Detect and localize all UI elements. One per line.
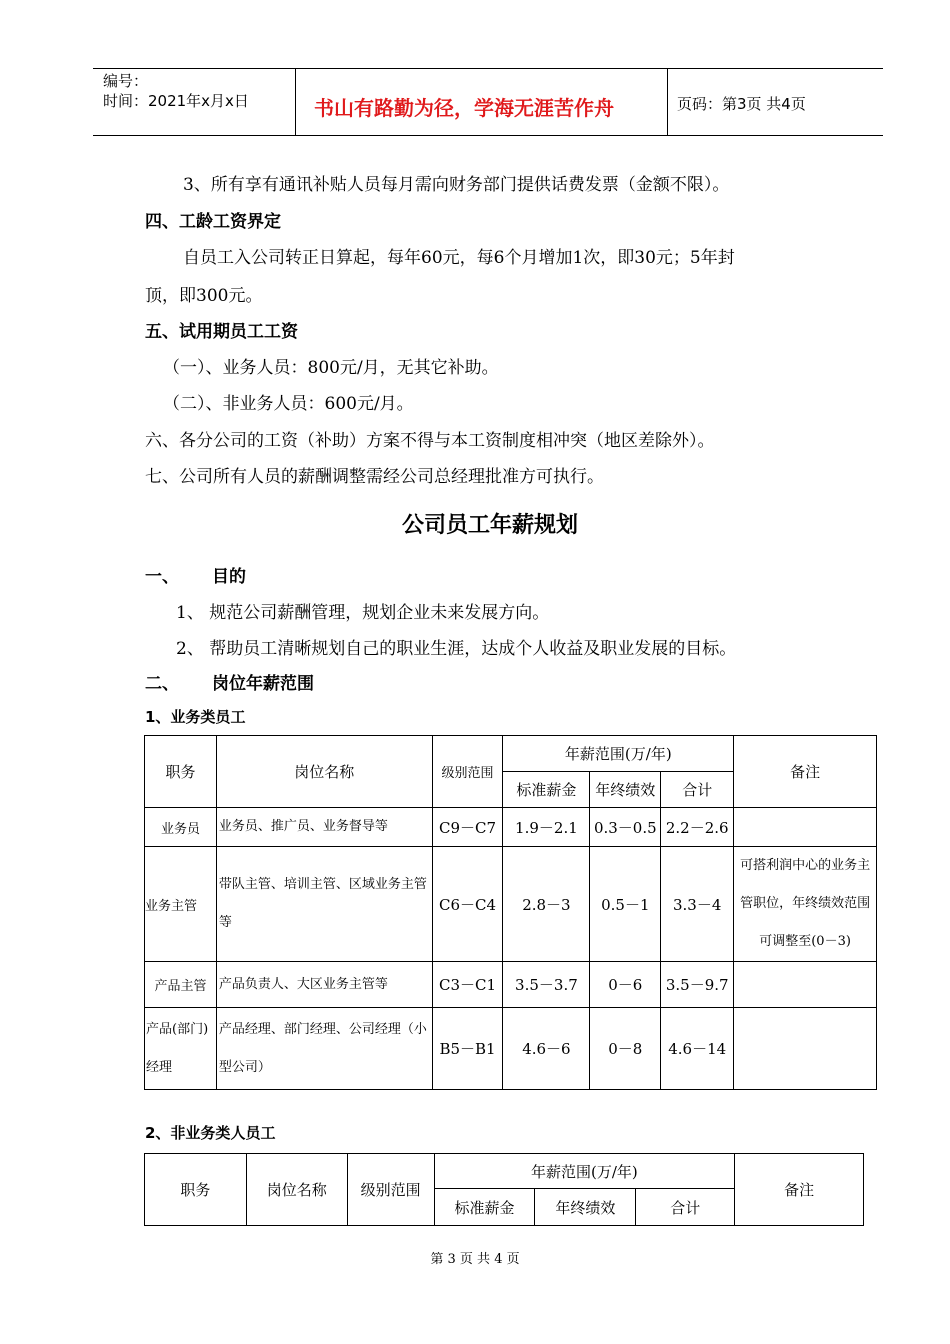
cell-bonus: 0－6 [590, 962, 661, 1008]
cell-position: 带队主管、培训主管、区域业务主管等 [216, 847, 432, 962]
header-note: 备注 [734, 736, 877, 808]
document-title: 公司员工年薪规划 [401, 513, 578, 538]
header-divider-left [295, 69, 296, 136]
purpose-2: 2、 帮助员工清晰规划自己的职业生涯，达成个人收益及职业发展的目标。 [176, 639, 737, 659]
cell-level: C6－C4 [432, 847, 503, 962]
header-duty: 职务 [145, 736, 217, 808]
cell-standard: 2.8－3 [503, 847, 590, 962]
header-salary-range: 年薪范围(万/年) [434, 1154, 735, 1189]
cell-note [734, 808, 877, 847]
cell-bonus: 0.5－1 [590, 847, 661, 962]
cell-total: 2.2－2.6 [661, 808, 734, 847]
table-header-row [145, 1154, 864, 1189]
time-label: 时间：2021年x月x日 [103, 92, 249, 110]
cell-duty: 产品主管 [145, 962, 217, 1008]
part-2-title: 岗位年薪范围 [212, 674, 314, 694]
header-standard: 标准薪金 [434, 1189, 535, 1226]
page-footer: 第 3 页 共 4 页 [430, 1252, 520, 1267]
cell-total: 3.5－9.7 [661, 962, 734, 1008]
cell-total: 3.3－4 [661, 847, 734, 962]
cell-duty: 业务员 [145, 808, 217, 847]
cell-note [734, 962, 877, 1008]
header-divider-right [667, 69, 668, 136]
page-info: 页码：第3页 共4页 [677, 95, 806, 113]
header-total: 合计 [636, 1189, 735, 1226]
subsection-1-title: 1、业务类员工 [145, 708, 246, 726]
header-level: 级别范围 [347, 1154, 434, 1226]
cell-note: 可搭利润中心的业务主管职位，年终绩效范围可调整至(0－3) [734, 847, 877, 962]
section-5-item-b: （二）、非业务人员：600元/月。 [163, 394, 414, 414]
cell-standard: 1.9－2.1 [503, 808, 590, 847]
subsection-2-title: 2、非业务类人员工 [145, 1124, 276, 1142]
section-4-line-1: 自员工入公司转正日算起，每年60元，每6个月增加1次，即30元；5年封 [183, 248, 735, 268]
business-staff-salary-table [144, 735, 877, 1090]
cell-standard: 3.5－3.7 [503, 962, 590, 1008]
header-standard: 标准薪金 [503, 772, 590, 808]
purpose-1: 1、 规范公司薪酬管理，规划企业未来发展方向。 [176, 603, 550, 623]
cell-duty: 产品(部门)经理 [145, 1008, 217, 1090]
table-row [145, 962, 877, 1008]
section-6: 六、各分公司的工资（补助）方案不得与本工资制度相冲突（地区差除外）。 [145, 431, 715, 451]
cell-standard: 4.6－6 [503, 1008, 590, 1090]
cell-position: 产品负责人、大区业务主管等 [216, 962, 432, 1008]
serial-label: 编号： [103, 72, 149, 90]
part-1-number: 一、 [145, 567, 179, 587]
section-5-item-a: （一）、业务人员：800元/月，无其它补助。 [163, 358, 499, 378]
section-7: 七、公司所有人员的薪酬调整需经公司总经理批准方可执行。 [145, 467, 604, 487]
section-4-line-2: 顶，即300元。 [145, 286, 263, 306]
header-total: 合计 [661, 772, 734, 808]
cell-bonus: 0.3－0.5 [590, 808, 661, 847]
header-bonus: 年终绩效 [535, 1189, 636, 1226]
table-row [145, 1008, 877, 1090]
cell-position: 产品经理、部门经理、公司经理（小型公司） [216, 1008, 432, 1090]
header-position: 岗位名称 [216, 736, 432, 808]
item-3: 3、所有享有通讯补贴人员每月需向财务部门提供话费发票（金额不限）。 [183, 175, 730, 195]
section-5-title: 五、试用期员工工资 [145, 322, 298, 342]
section-4-title: 四、工龄工资界定 [145, 212, 281, 232]
cell-position: 业务员、推广员、业务督导等 [216, 808, 432, 847]
header-bottom-rule [93, 135, 883, 136]
cell-bonus: 0－8 [590, 1008, 661, 1090]
cell-total: 4.6－14 [661, 1008, 734, 1090]
cell-level: C9－C7 [432, 808, 503, 847]
table-header-row [145, 736, 877, 772]
motto: 书山有路勤为径，学海无涯苦作舟 [314, 96, 614, 120]
table-row [145, 808, 877, 847]
header-bonus: 年终绩效 [590, 772, 661, 808]
cell-note [734, 1008, 877, 1090]
cell-level: B5－B1 [432, 1008, 503, 1090]
header-note: 备注 [735, 1154, 864, 1226]
table-row [145, 847, 877, 962]
header-level: 级别范围 [432, 736, 503, 808]
cell-level: C3－C1 [432, 962, 503, 1008]
header-duty: 职务 [145, 1154, 247, 1226]
header-salary-range: 年薪范围(万/年) [503, 736, 734, 772]
part-1-title: 目的 [212, 567, 246, 587]
cell-duty: 业务主管 [145, 847, 217, 962]
header-position: 岗位名称 [246, 1154, 347, 1226]
non-business-staff-salary-table [144, 1153, 864, 1226]
header-top-rule [93, 68, 883, 69]
part-2-number: 二、 [145, 674, 179, 694]
